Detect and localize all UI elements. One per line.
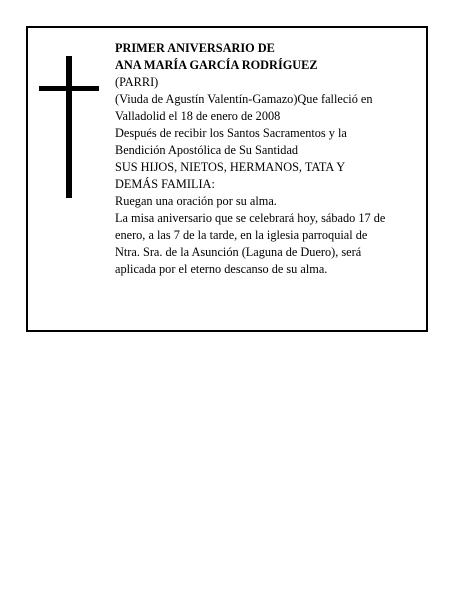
deceased-nickname: (PARRI) <box>115 75 159 89</box>
mass-line4: aplicada por el eterno descanso de su alma. <box>115 262 328 276</box>
sacraments-line1: Después de recibir los Santos Sacramentos y la <box>115 126 347 140</box>
mass-line1: La misa aniversario que se celebrará hoy, sábado 17 de <box>115 211 386 225</box>
cross-vertical-bar <box>66 56 72 198</box>
cross-icon <box>39 56 99 198</box>
notice-title-line2: ANA MARÍA GARCÍA RODRÍGUEZ <box>115 58 318 72</box>
obituary-notice <box>26 26 428 332</box>
notice-body <box>115 40 420 278</box>
prayer-request: Ruegan una oración por su alma. <box>115 194 277 208</box>
sacraments-line2: Bendición Apostólica de Su Santidad <box>115 143 299 157</box>
cross-horizontal-bar <box>39 86 99 91</box>
mass-line3: Ntra. Sra. de la Asunción (Laguna de Duero), será <box>115 245 362 259</box>
mass-line2: enero, a las 7 de la tarde, en la iglesia parroquial de <box>115 228 368 242</box>
family-line2: DEMÁS FAMILIA: <box>115 177 215 191</box>
family-line1: SUS HIJOS, NIETOS, HERMANOS, TATA Y <box>115 160 346 174</box>
widow-line2: Valladolid el 18 de enero de 2008 <box>115 109 281 123</box>
widow-line1: (Viuda de Agustín Valentín-Gamazo)Que falleció en <box>115 92 373 106</box>
notice-title-line1: PRIMER ANIVERSARIO DE <box>115 41 275 55</box>
